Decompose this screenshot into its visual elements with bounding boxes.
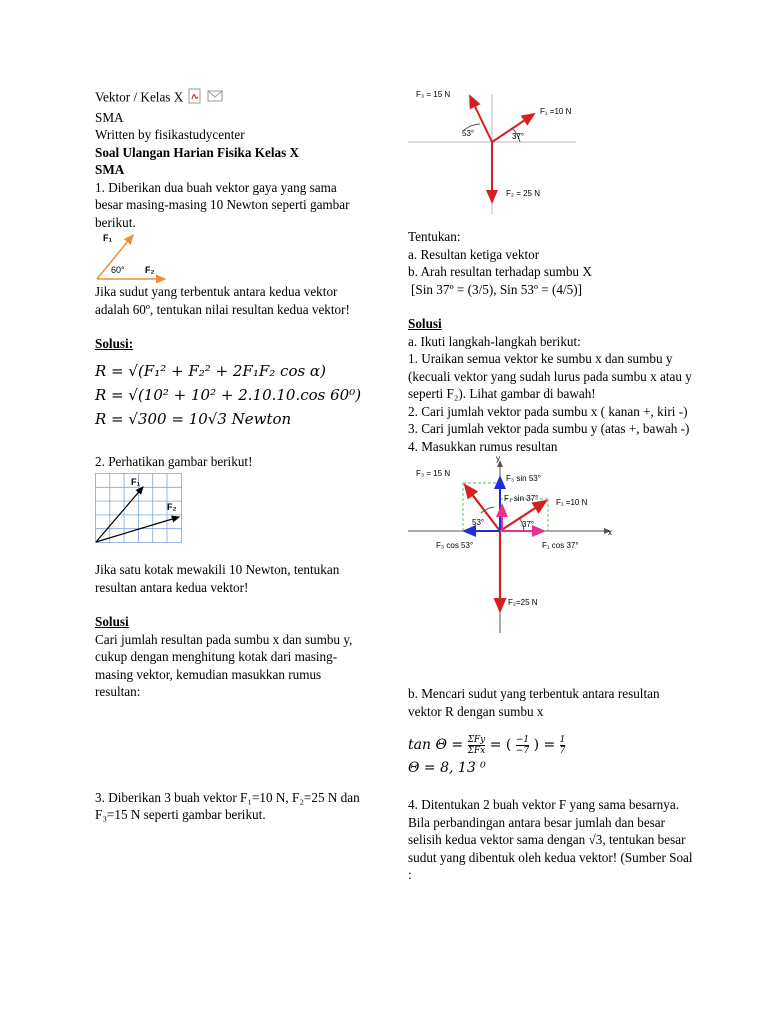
q2-text: 2. Perhatikan gambar berikut! bbox=[95, 453, 253, 469]
right-column bbox=[408, 84, 693, 884]
q2-solution: Cari jumlah resultan pada sumbu x dan sumbu y, cukup dengan menghitung kotak dari masing-masing vektor, kemudian masukkan rumus resultan: bbox=[95, 631, 353, 699]
q2-label-f1: F₁ bbox=[131, 477, 141, 487]
tan-mid-num: −1 bbox=[515, 734, 530, 745]
q3-part-b: b. Arah resultan terhadap sumbu X bbox=[408, 264, 592, 279]
heading-2: SMA bbox=[95, 162, 125, 177]
tan-rhs-num: 1 bbox=[559, 734, 566, 745]
tan-fraction-3 bbox=[560, 735, 566, 756]
tan-num: ΣFy bbox=[467, 734, 486, 745]
heading: Soal Ulangan Harian Fisika Kelas X bbox=[95, 144, 300, 160]
q3-tentukan: Tentukan: bbox=[408, 229, 461, 244]
q3-fig2-label-f1sin: F₁ sin 37° bbox=[504, 494, 539, 503]
q3-fig2-label-f3cos: F₃ cos 53° bbox=[436, 541, 474, 550]
q3-figure bbox=[408, 84, 578, 216]
q1-formula-2: R = √(10² + 10² + 2.10.10.cos 60⁰) bbox=[95, 385, 362, 404]
q3-part-a: a. Resultan ketiga vektor bbox=[408, 246, 540, 262]
q3-component-figure bbox=[408, 455, 623, 635]
q1-figure bbox=[95, 231, 185, 283]
q3-label-f2: F₂ = 25 N bbox=[506, 189, 541, 198]
q3-fig2-label-y: y bbox=[496, 455, 500, 463]
q2-label-f2: F₂ bbox=[167, 502, 177, 512]
tan-mid-den: −7 bbox=[515, 745, 530, 756]
q1-formula-1: R = √(F₁² + F₂² + 2F₁F₂ cos α) bbox=[95, 361, 326, 380]
q3-b-text: b. Mencari sudut yang terbentuk antara resultan vektor R dengan sumbu x bbox=[408, 686, 660, 719]
tan-fraction-1 bbox=[468, 735, 486, 756]
q3-fig2-label-f1: F₁ =10 N bbox=[556, 498, 588, 507]
q3-label-53: 53° bbox=[462, 129, 475, 138]
q3-label-f3: F₃ = 15 N bbox=[416, 90, 451, 99]
q3-solution-label: Solusi bbox=[408, 316, 442, 331]
tan-fraction-2 bbox=[516, 735, 529, 756]
q3-theta: Θ = 8, 13 ⁰ bbox=[408, 760, 486, 776]
q3-step-3: 3. Cari jumlah vektor pada sumbu y (atas +, bawah -) bbox=[408, 421, 690, 436]
q3-fig2-label-f2: F₂=25 N bbox=[508, 598, 538, 607]
q3-tan-formula: tan Θ = $\frac{\text{ΣFy}}{\text{ΣFx}}$ = ( $\frac{-1}{-7}$ ) = $\frac{1}{7}$ bbox=[408, 734, 566, 756]
q1-label-f1: F₁ bbox=[103, 233, 113, 243]
email-icon[interactable] bbox=[206, 88, 224, 109]
q3-fig2-label-f1cos: F₁ cos 37° bbox=[542, 541, 579, 550]
q2-figure bbox=[95, 473, 185, 545]
q3-label-37: 37° bbox=[512, 132, 525, 141]
doc-title-2: SMA bbox=[95, 109, 124, 125]
q3-step-4: 4. Masukkan rumus resultan bbox=[408, 438, 558, 454]
q3-text: 3. Diberikan 3 buah vektor F₁=10 N, F₂=25 N dan F₃=15 N seperti gambar berikut. bbox=[95, 789, 360, 822]
q2-question: Jika satu kotak mewakili 10 Newton, tentukan resultan antara kedua vektor! bbox=[95, 562, 340, 595]
q3-label-f1: F₁ =10 N bbox=[540, 107, 572, 116]
pdf-icon[interactable] bbox=[187, 88, 203, 109]
tan-den: ΣFx bbox=[467, 745, 486, 756]
q3-step-0: a. Ikuti langkah-langkah berikut: bbox=[408, 333, 581, 349]
q3-fig2-label-x: x bbox=[608, 528, 612, 537]
author-line: Written by fisikastudycenter bbox=[95, 127, 245, 142]
doc-title: Vektor / Kelas X bbox=[95, 89, 184, 105]
q3-fig2-label-53: 53° bbox=[472, 518, 485, 527]
q1-solution-label: Solusi: bbox=[95, 336, 134, 351]
q3-fig2-label-f3: F₃ = 15 N bbox=[416, 469, 451, 478]
q3-step-1: 1. Uraikan semua vektor ke sumbu x dan sumbu y (kecuali vektor yang sudah lurus pada sumbu x atau y seperti F₂). Lihat gambar di bawah! bbox=[408, 351, 692, 401]
q3-step-2: 2. Cari jumlah vektor pada sumbu x ( kanan +, kiri -) bbox=[408, 403, 688, 419]
left-column bbox=[95, 88, 367, 824]
q4-text: 4. Ditentukan 2 buah vektor F yang sama besarnya. Bila perbandingan antara besar jumlah dan besar selisih kedua vektor sama dengan √3, tentukan besar sudut yang dibentuk oleh kedua vektor! (Sumber Soal : bbox=[408, 797, 693, 882]
q3-given: [Sin 37º = (3/5), Sin 53º = (4/5)] bbox=[411, 281, 583, 297]
q2-vector-f2 bbox=[96, 517, 179, 542]
q1-label-angle: 60° bbox=[111, 265, 125, 275]
tan-rhs-den: 7 bbox=[559, 745, 566, 756]
tan-lhs: tan Θ = bbox=[408, 737, 464, 753]
q3-fig2-label-37: 37° bbox=[522, 520, 535, 529]
q1-formula-3: R = √300 = 10√3 Newton bbox=[95, 409, 292, 428]
q2-solution-label: Solusi bbox=[95, 614, 129, 629]
q1-label-f2: F₂ bbox=[145, 265, 155, 275]
q3-fig2-label-f3sin: F₃ sin 53° bbox=[506, 474, 541, 483]
q1-question: Jika sudut yang terbentuk antara kedua vektor adalah 60º, tentukan nilai resultan kedua vektor! bbox=[95, 284, 350, 317]
q1-text: 1. Diberikan dua buah vektor gaya yang sama besar masing-masing 10 Newton seperti gambar berikut. bbox=[95, 179, 350, 230]
doc-title-line bbox=[95, 88, 367, 109]
